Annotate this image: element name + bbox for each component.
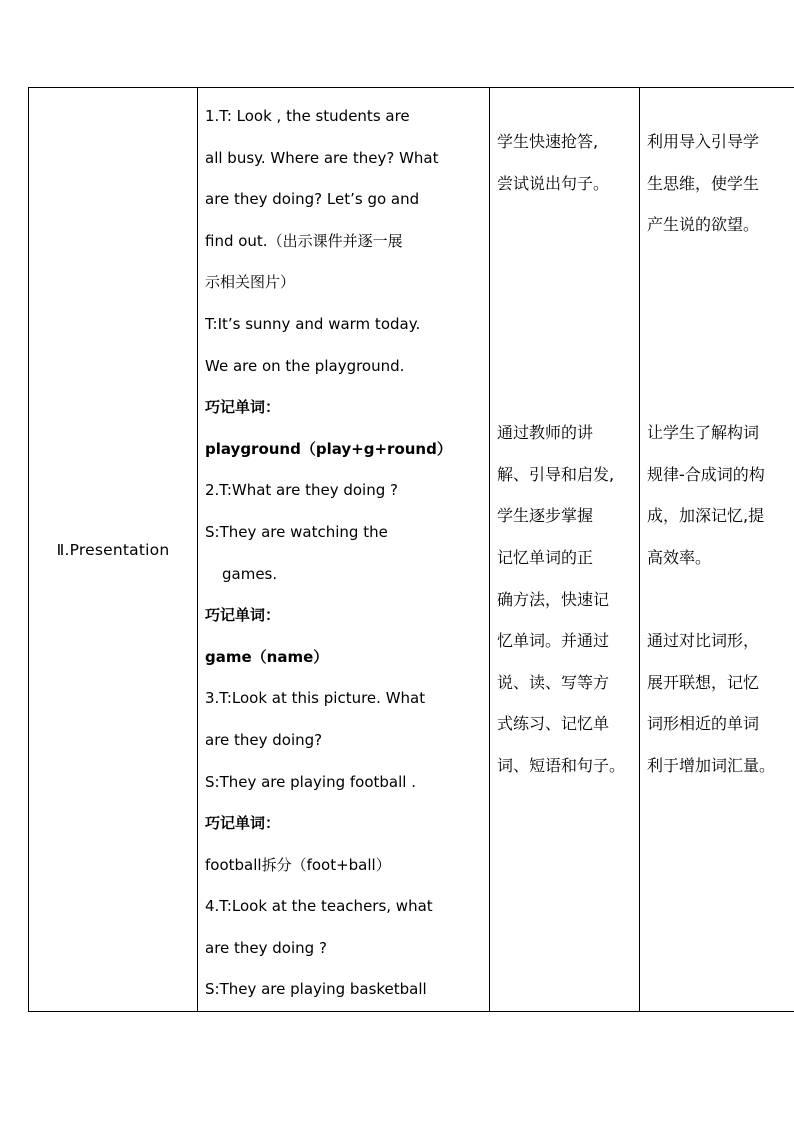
teacher-line: 示相关图片）	[205, 273, 296, 292]
student-line: 词、短语和句子。	[497, 755, 626, 775]
teacher-line: football拆分（foot+ball）	[205, 855, 391, 874]
teacher-line: S:They are playing football .	[205, 772, 416, 791]
purpose-line	[647, 371, 794, 413]
step-cell	[29, 88, 198, 1012]
teacher-line: 3.T:Look at this picture. What	[205, 689, 426, 708]
student-line: 学生逐步掌握	[497, 506, 594, 526]
teacher-line: 巧记单词：	[205, 606, 281, 625]
purpose-line	[647, 287, 794, 329]
student-line: 式练习、记忆单	[497, 714, 610, 734]
purpose-line: 让学生了解构词	[647, 423, 760, 443]
purpose-line	[647, 579, 794, 621]
purpose-line: 成，加深记忆,提	[647, 506, 765, 526]
purpose-line: 词形相近的单词	[647, 714, 760, 734]
student-line	[497, 246, 635, 288]
step-label: Ⅱ.Presentation	[56, 540, 170, 559]
purpose-line	[647, 246, 794, 288]
teacher-line: games.	[222, 564, 278, 583]
teacher-line: all busy. Where are they? What	[205, 148, 439, 167]
purpose-line: 高效率。	[647, 547, 712, 567]
student-line	[497, 287, 635, 329]
student-line: 解、引导和启发,	[497, 464, 615, 484]
teacher-line: are they doing?	[205, 730, 323, 749]
teacher-line: We are on the playground.	[205, 356, 405, 375]
purpose-line: 利用导入引导学	[647, 132, 760, 151]
teacher-line: T:It’s sunny and warm today.	[205, 314, 421, 333]
teacher-line: 2.T:What are they doing ?	[205, 481, 398, 500]
purpose-line: 生思维，使学生	[647, 173, 760, 193]
purpose-line	[647, 329, 794, 371]
table-row	[29, 88, 794, 1012]
teacher-line: are they doing? Let’s go and	[205, 190, 420, 209]
teacher-line: S:They are playing basketball	[205, 980, 427, 999]
student-activity-cell	[490, 88, 640, 1012]
teacher-line: 巧记单词：	[205, 814, 281, 833]
teacher-line: S:They are watching the	[205, 522, 388, 541]
student-line: 尝试说出句子。	[497, 173, 610, 193]
student-line: 确方法，快速记	[497, 589, 610, 609]
teacher-line: 4.T:Look at the teachers, what	[205, 897, 433, 916]
student-activity-list	[497, 121, 635, 787]
purpose-line: 产生说的欲望。	[647, 215, 760, 235]
design-purpose-cell	[640, 88, 794, 1012]
teacher-line: are they doing ?	[205, 938, 327, 957]
teacher-activity-cell	[198, 88, 490, 1012]
teacher-line: playground（play+g+round）	[205, 439, 452, 458]
student-line: 忆单词。并通过	[497, 631, 610, 651]
student-line	[497, 371, 635, 413]
student-line: 说、读、写等方	[497, 672, 610, 692]
student-line: 学生快速抢答,	[497, 132, 599, 151]
purpose-line: 通过对比词形，	[647, 631, 760, 651]
student-line: 记忆单词的正	[497, 547, 594, 567]
purpose-line: 规律-合成词的构	[647, 464, 765, 484]
design-purpose-list	[647, 121, 794, 787]
teacher-line: game（name）	[205, 647, 329, 666]
lesson-plan-table	[28, 87, 794, 1012]
teacher-activity-list	[205, 96, 483, 1011]
teacher-line: find out.（出示课件并逐一展	[205, 231, 403, 250]
student-line	[497, 329, 635, 371]
teacher-line: 1.T: Look , the students are	[205, 107, 410, 125]
purpose-line: 展开联想，记忆	[647, 672, 760, 692]
student-line	[497, 204, 635, 246]
purpose-line: 利于增加词汇量。	[647, 755, 776, 775]
teacher-line: 巧记单词：	[205, 398, 281, 417]
student-line: 通过教师的讲	[497, 423, 594, 443]
